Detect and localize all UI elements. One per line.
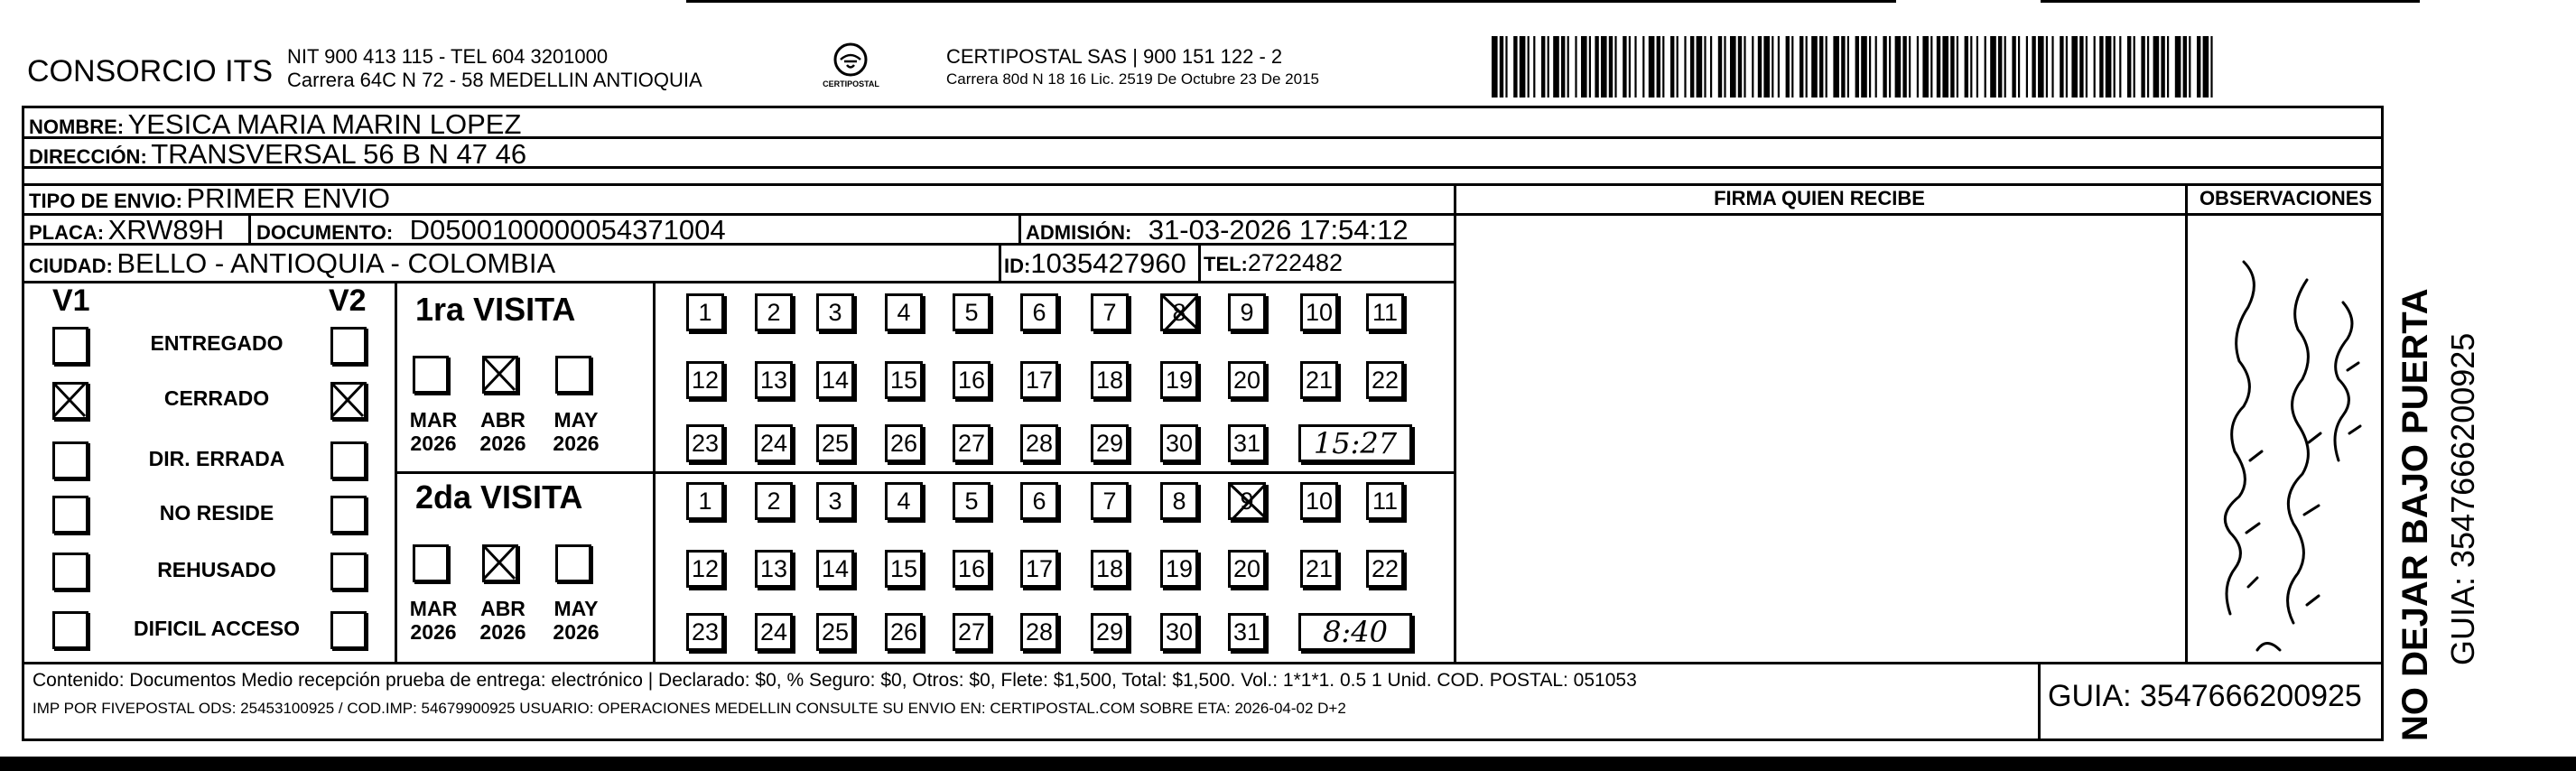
day-number: 2 [767,487,781,515]
day-box[interactable] [686,613,724,651]
time-box[interactable] [1298,424,1412,462]
day-number: 31 [1232,618,1261,646]
type-label: TIPO DE ENVIO: [29,190,182,212]
logo-text: CERTIPOSTAL [823,79,879,88]
name-label: NOMBRE: [29,116,125,138]
company-name: CONSORCIO ITS [27,54,274,88]
recipient-address: TRANSVERSAL 56 B N 47 46 [151,138,527,170]
v1-checkbox[interactable] [52,382,88,420]
day-number: 22 [1371,366,1400,394]
day-number: 16 [957,554,986,582]
day-box[interactable] [755,424,793,462]
plate-value: XRW89H [107,214,225,246]
day-number: 3 [828,298,842,326]
day-number: 17 [1025,554,1054,582]
month-label [544,408,608,455]
footer-imp: IMP POR FIVEPOSTAL ODS: 25453100925 / COD.IMP: 54679900925 USUARIO: OPERACIONES MEDELLIN CONSULTE SU ENVIO EN: CERTIPOSTAL.COM SOBRE ETA: 2026-04-02 D+2 [33,700,1346,717]
city-value: BELLO - ANTIOQUIA - COLOMBIA [116,247,556,279]
day-box[interactable] [1091,482,1129,520]
status-option-label: ENTREGADO [150,331,284,355]
day-box[interactable] [816,613,854,651]
observations-label: OBSERVACIONES [2199,187,2373,209]
carrier-name: CERTIPOSTAL SAS | 900 151 122 - 2 [946,45,1283,68]
day-number: 11 [1372,487,1399,515]
month-year: 2026 [479,432,526,455]
day-number: 7 [1102,487,1117,515]
carrier-address: Carrera 80d N 18 16 Lic. 2519 De Octubre 23 De 2015 [946,70,1319,88]
day-box[interactable] [885,550,923,588]
day-box[interactable] [1020,424,1058,462]
month-name: MAY [553,408,599,432]
day-box[interactable] [885,361,923,399]
side-guia: GUIA: 3547666200925 [2444,332,2481,665]
day-number: 4 [897,298,911,326]
id-label: ID: [1004,255,1031,277]
month-name: ABR [480,408,525,432]
day-box[interactable] [885,293,923,331]
v2-checkbox[interactable] [330,441,367,479]
handwritten-time: 8:40 [1323,615,1388,649]
month-year: 2026 [553,620,600,644]
company-address: Carrera 64C N 72 - 58 MEDELLIN ANTIOQUIA [287,69,702,91]
barcode [1492,36,2214,98]
day-number: 10 [1305,487,1334,515]
day-number: 30 [1165,618,1194,646]
day-box[interactable] [755,293,793,331]
day-box[interactable] [1366,361,1404,399]
month-checkbox[interactable] [482,356,518,394]
day-box[interactable] [1091,361,1129,399]
day-number: 29 [1095,429,1124,457]
day-box[interactable] [1300,293,1338,331]
month-checkbox[interactable] [413,356,449,394]
footer-contents: Contenido: Documentos Medio recepción prueba de entrega: electrónico | Declarado: $0, % Seguro: $0, Otros: $0, Flete: $1,500, Total: $1,500. Vol.: 1*1*1. 0.5 1 Unid. COD. POSTAL: 051053 [33,670,1637,691]
document-value: D0500100000054371004 [409,214,726,246]
time-box[interactable] [1298,613,1412,651]
day-number: 9 [1240,298,1254,326]
day-number: 28 [1025,429,1054,457]
side-panel [2388,106,2497,741]
city-label: CIUDAD: [29,255,113,277]
day-number: 18 [1095,554,1124,582]
id-value: 1035427960 [1030,247,1186,279]
day-box[interactable] [885,482,923,520]
day-number: 21 [1305,554,1334,582]
day-box[interactable] [1020,293,1058,331]
address-label: DIRECCIÓN: [29,145,147,168]
day-box[interactable] [1228,361,1266,399]
v1-checkbox[interactable] [52,496,88,534]
plate-label: PLACA: [29,221,105,244]
day-number: 27 [957,618,986,646]
day-box[interactable] [1228,613,1266,651]
day-box[interactable] [1091,613,1129,651]
month-label [402,408,465,455]
day-box[interactable] [1160,613,1198,651]
day-number: 11 [1372,298,1399,326]
day-number: 31 [1232,429,1261,457]
month-label [402,597,465,644]
day-box[interactable] [953,482,990,520]
v2-label: V2 [329,283,367,318]
day-number: 15 [889,366,918,394]
day-number: 28 [1025,618,1054,646]
month-name: MAY [553,597,599,620]
day-number: 19 [1165,366,1194,394]
day-box[interactable] [1366,482,1404,520]
status-option-label: NO RESIDE [159,501,274,525]
day-number: 16 [957,366,986,394]
day-box[interactable] [953,550,990,588]
certipostal-logo [817,40,885,98]
day-box[interactable] [816,293,854,331]
day-box[interactable] [686,424,724,462]
month-checkbox[interactable] [482,544,518,582]
day-box[interactable] [1020,550,1058,588]
scan-edge-top-right [2041,0,2420,3]
day-number: 12 [691,554,720,582]
day-number: 1 [698,298,712,326]
month-year: 2026 [553,432,600,455]
month-label [471,597,535,644]
tel-value: 2722482 [1247,249,1344,276]
day-box[interactable] [816,482,854,520]
day-box[interactable] [885,424,923,462]
day-number: 6 [1032,298,1046,326]
day-box[interactable] [816,424,854,462]
day-number: 24 [759,429,788,457]
day-box[interactable] [686,550,724,588]
side-warning: NO DEJAR BAJO PUERTA [2395,288,2435,741]
month-name: MAR [409,597,458,620]
day-number: 5 [964,487,979,515]
day-number: 23 [691,429,720,457]
status-option-label: CERRADO [163,386,270,410]
day-number: 26 [889,618,918,646]
day-box[interactable] [686,482,724,520]
day-number: 14 [821,554,850,582]
day-number: 24 [759,618,788,646]
v2-checkbox[interactable] [330,553,367,590]
day-box[interactable] [1300,550,1338,588]
tel-label: TEL: [1204,253,1248,275]
day-number: 2 [767,298,781,326]
day-box[interactable] [1228,550,1266,588]
visit-1-title: 1ra VISITA [415,291,576,328]
day-box[interactable] [1228,293,1266,331]
day-number: 25 [821,429,850,457]
day-box[interactable] [953,613,990,651]
shipment-type: PRIMER ENVIO [186,182,391,214]
day-box[interactable] [885,613,923,651]
day-number: 20 [1232,554,1261,582]
month-checkbox[interactable] [413,544,449,582]
day-box[interactable] [953,293,990,331]
v1-label: V1 [52,283,90,318]
day-box[interactable] [686,361,724,399]
day-box[interactable] [1300,361,1338,399]
day-box[interactable] [1020,482,1058,520]
day-box[interactable] [755,550,793,588]
company-nit: NIT 900 413 115 - TEL 604 3201000 [287,45,609,68]
day-number: 26 [889,429,918,457]
month-label [544,597,608,644]
admission-label: ADMISIÓN: [1026,221,1132,244]
day-number: 7 [1102,298,1117,326]
day-number: 1 [698,487,712,515]
day-box[interactable] [953,424,990,462]
day-number: 13 [759,366,788,394]
day-box[interactable] [1160,361,1198,399]
handwritten-time: 15:27 [1313,426,1398,460]
day-box[interactable] [1160,482,1198,520]
month-checkbox[interactable] [555,544,591,582]
v1-checkbox[interactable] [52,611,88,649]
month-year: 2026 [410,432,457,455]
status-option-label: REHUSADO [157,558,276,581]
day-number: 19 [1165,554,1194,582]
day-number: 21 [1305,366,1334,394]
scan-edge-top [686,0,1896,3]
day-number: 30 [1165,429,1194,457]
day-box[interactable] [1366,293,1404,331]
month-name: MAR [409,408,458,432]
footer-guia: GUIA: 3547666200925 [2048,679,2362,713]
day-number: 13 [759,554,788,582]
day-number: 25 [821,618,850,646]
month-label [471,408,535,455]
day-number: 9 [1240,487,1254,515]
day-box[interactable] [1228,482,1266,520]
day-number: 18 [1095,366,1124,394]
day-box[interactable] [686,293,724,331]
day-number: 17 [1025,366,1054,394]
document-label: DOCUMENTO: [256,221,394,244]
day-box[interactable] [1091,293,1129,331]
v1-checkbox[interactable] [52,327,88,365]
day-number: 27 [957,429,986,457]
day-box[interactable] [1020,613,1058,651]
day-box[interactable] [953,361,990,399]
month-name: ABR [480,597,525,620]
v2-checkbox[interactable] [330,382,367,420]
v1-checkbox[interactable] [52,553,88,590]
status-option-label: DIR. ERRADA [148,447,285,470]
month-checkbox[interactable] [555,356,591,394]
day-box[interactable] [755,613,793,651]
day-number: 15 [889,554,918,582]
day-number: 3 [828,487,842,515]
v2-checkbox[interactable] [330,496,367,534]
day-box[interactable] [755,361,793,399]
day-box[interactable] [1091,424,1129,462]
day-box[interactable] [1091,550,1129,588]
day-number: 4 [897,487,911,515]
admission-value: 31-03-2026 17:54:12 [1148,214,1409,246]
day-number: 20 [1232,366,1261,394]
day-number: 22 [1371,554,1400,582]
day-box[interactable] [1300,482,1338,520]
month-year: 2026 [410,620,457,644]
day-box[interactable] [816,550,854,588]
status-option-label: DIFICIL ACCESO [133,617,300,640]
visit-2-title: 2da VISITA [415,478,583,516]
day-number: 5 [964,298,979,326]
day-number: 8 [1172,487,1186,515]
day-number: 23 [691,618,720,646]
day-box[interactable] [816,361,854,399]
scan-shadow-bottom [0,757,2576,771]
recipient-name: YESICA MARIA MARIN LOPEZ [127,108,522,140]
day-box[interactable] [1228,424,1266,462]
day-box[interactable] [1020,361,1058,399]
day-box[interactable] [1160,293,1198,331]
day-box[interactable] [1366,550,1404,588]
day-box[interactable] [1160,550,1198,588]
v2-checkbox[interactable] [330,611,367,649]
day-box[interactable] [1160,424,1198,462]
day-number: 14 [821,366,850,394]
v2-checkbox[interactable] [330,327,367,365]
signature-label: FIRMA QUIEN RECIBE [1714,187,1925,209]
day-number: 6 [1032,487,1046,515]
day-number: 12 [691,366,720,394]
day-number: 8 [1172,298,1186,326]
day-number: 29 [1095,618,1124,646]
month-year: 2026 [479,620,526,644]
day-box[interactable] [755,482,793,520]
day-number: 10 [1305,298,1334,326]
observations-handwriting [2194,226,2375,659]
v1-checkbox[interactable] [52,441,88,479]
